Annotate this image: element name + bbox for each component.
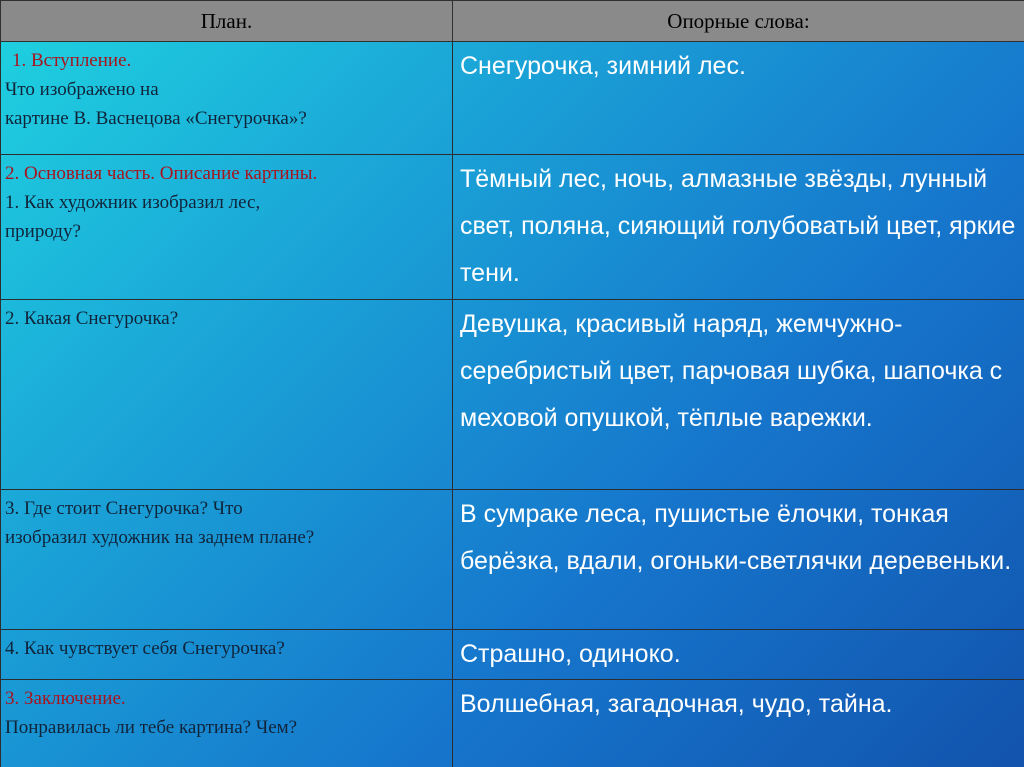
plan-line: 1. Как художник изобразил лес, xyxy=(5,192,261,213)
table-row xyxy=(1,490,1024,630)
plan-line: 2. Основная часть. Описание картины. xyxy=(5,163,318,184)
plan-cell xyxy=(1,680,453,767)
plan-line: природу? xyxy=(5,221,81,242)
plan-cell xyxy=(1,42,453,155)
table-row xyxy=(1,300,1024,490)
key-words-cell: Тёмный лес, ночь, алмазные звёзды, лунный свет, поляна, сияющий голубоватый цвет, яркие тени. xyxy=(453,155,1024,300)
plan-cell xyxy=(1,300,453,490)
plan-line: Что изображено на xyxy=(5,79,159,100)
plan-line: изобразил художник на заднем плане? xyxy=(5,527,315,548)
table-row xyxy=(1,680,1024,767)
header-key-words: Опорные слова: xyxy=(453,1,1024,42)
plan-line: картине В. Васнецова «Снегурочка»? xyxy=(5,108,307,129)
key-words-cell: Девушка, красивый наряд, жемчужно-серебристый цвет, парчовая шубка, шапочка с меховой опушкой, тёплые варежки. xyxy=(453,300,1024,490)
plan-line: 3. Где стоит Снегурочка? Что xyxy=(5,498,243,519)
key-words-cell: Снегурочка, зимний лес. xyxy=(453,42,1024,155)
table-row xyxy=(1,630,1024,680)
key-words-cell: Страшно, одиноко. xyxy=(453,630,1024,680)
plan-line: Понравилась ли тебе картина? Чем? xyxy=(5,717,298,738)
plan-cell xyxy=(1,490,453,630)
key-words-cell: В сумраке леса, пушистые ёлочки, тонкая берёзка, вдали, огоньки-светлячки деревеньки. xyxy=(453,490,1024,630)
plan-line: 3. Заключение. xyxy=(5,688,126,709)
header-row xyxy=(1,1,1024,42)
header-plan: План. xyxy=(1,1,453,42)
table-row xyxy=(1,155,1024,300)
plan-line: 4. Как чувствует себя Снегурочка? xyxy=(5,638,285,659)
plan-cell xyxy=(1,630,453,680)
key-words-cell: Волшебная, загадочная, чудо, тайна. xyxy=(453,680,1024,767)
plan-line: 1. Вступление. xyxy=(12,50,132,71)
plan-cell xyxy=(1,155,453,300)
table-row xyxy=(1,42,1024,155)
plan-line: 2. Какая Снегурочка? xyxy=(5,308,179,329)
